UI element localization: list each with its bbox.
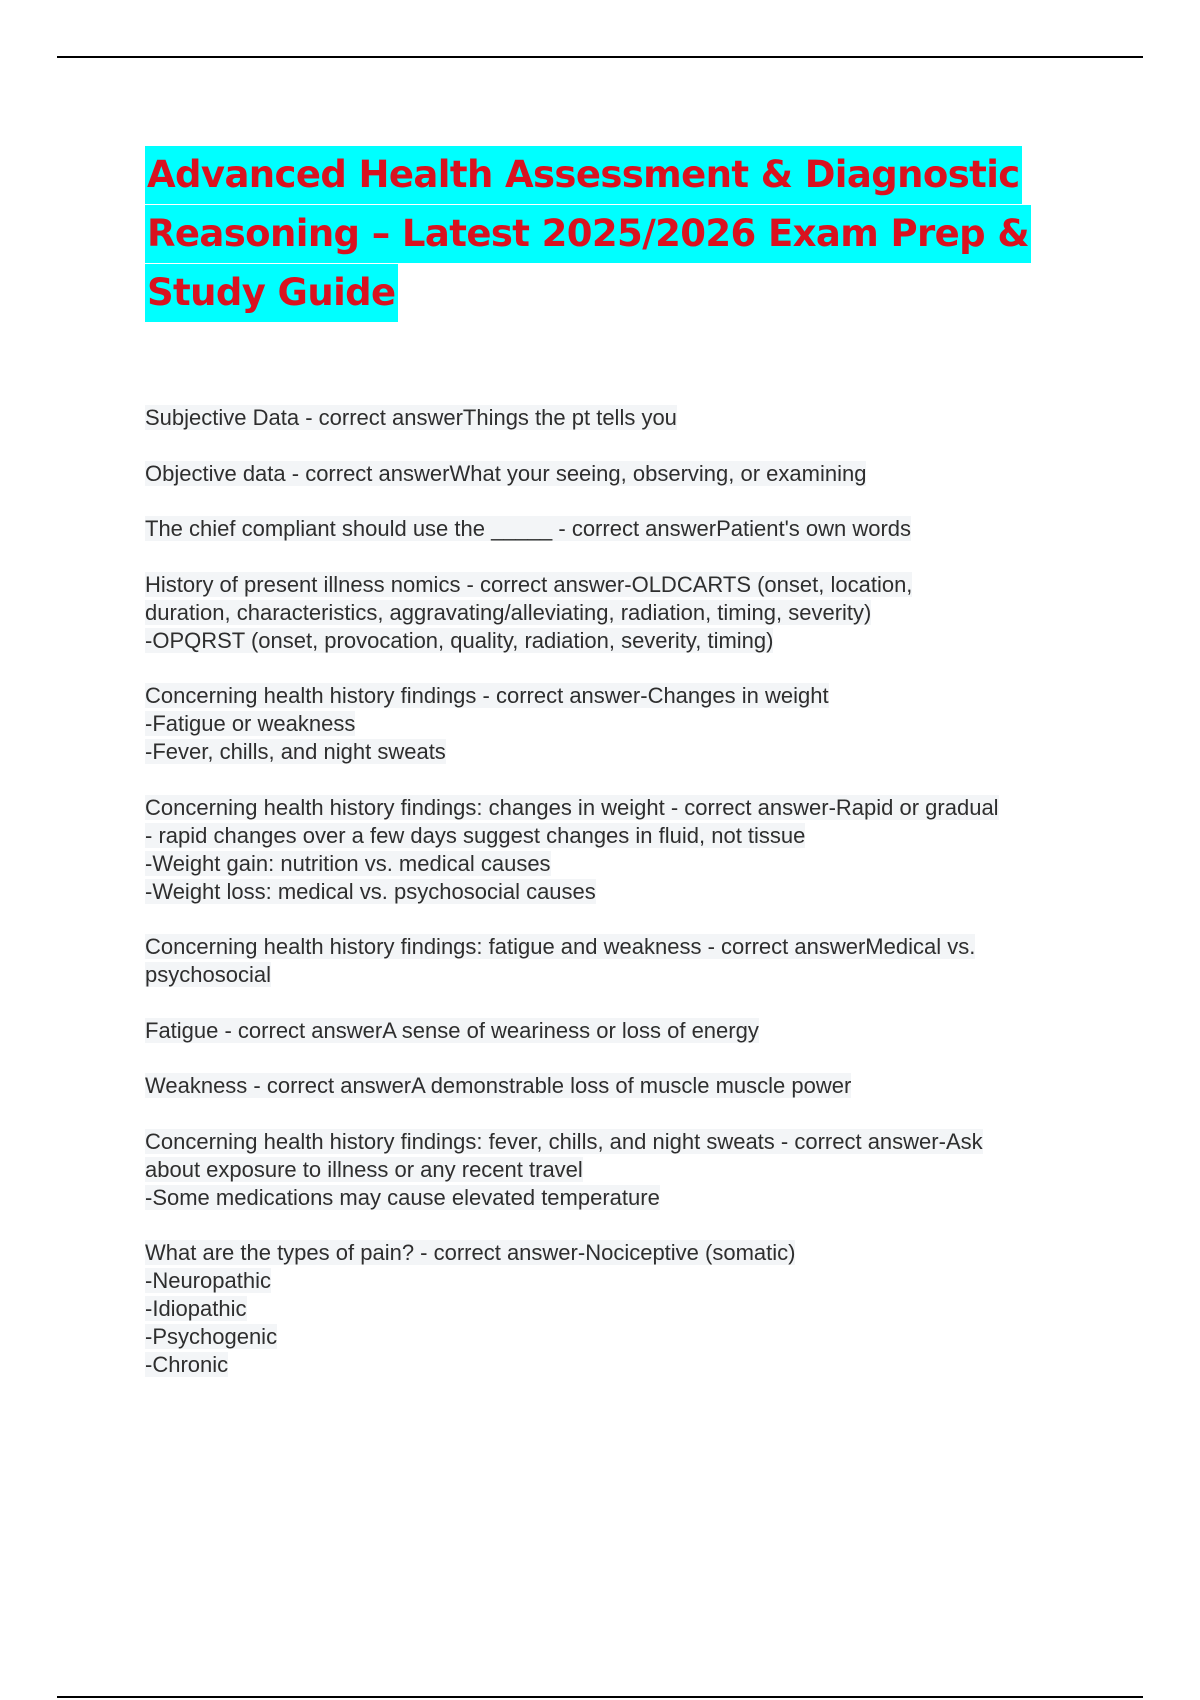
flashcard-text-line — [145, 1156, 1145, 1184]
flashcard-text: - rapid changes over a few days suggest changes in fluid, not tissue — [145, 822, 806, 848]
flashcard-item — [145, 794, 1145, 906]
flashcard-item — [145, 404, 1145, 432]
flashcard-text: Objective data - correct answerWhat your seeing, observing, or examining — [145, 460, 867, 486]
flashcard-text-line — [145, 878, 1145, 906]
flashcard-text: about exposure to illness or any recent travel — [145, 1156, 583, 1182]
flashcard-text: -OPQRST (onset, provocation, quality, radiation, severity, timing) — [145, 627, 774, 653]
flashcard-item — [145, 933, 1145, 989]
flashcard-text: What are the types of pain? - correct answer-Nociceptive (somatic) — [145, 1240, 796, 1265]
flashcard-text-line — [145, 571, 1145, 599]
document-title — [145, 146, 1045, 323]
flashcard-text: Concerning health history findings - correct answer-Changes in weight — [145, 683, 829, 708]
flashcard-text-line — [145, 460, 1145, 488]
flashcard-text: Weakness - correct answerA demonstrable loss of muscle muscle power — [145, 1073, 852, 1098]
flashcard-text-line — [145, 599, 1145, 627]
flashcard-item — [145, 515, 1145, 543]
flashcard-text: duration, characteristics, aggravating/alleviating, radiation, timing, severity) — [145, 599, 872, 625]
flashcard-text: -Chronic — [145, 1352, 229, 1377]
flashcard-text-line — [145, 1072, 1145, 1100]
flashcard-text-line — [145, 794, 1145, 822]
flashcard-text-line — [145, 404, 1145, 432]
flashcard-item — [145, 460, 1145, 488]
flashcard-item — [145, 1072, 1145, 1100]
flashcard-item — [145, 1239, 1145, 1379]
flashcard-text: -Fatigue or weakness — [145, 711, 356, 736]
flashcard-text: History of present illness nomics - correct answer-OLDCARTS (onset, location, — [145, 571, 913, 597]
bottom-rule — [57, 1696, 1143, 1698]
flashcard-text-line — [145, 1017, 1145, 1045]
flashcard-item — [145, 1017, 1145, 1045]
flashcard-text-line — [145, 738, 1145, 766]
flashcard-text-line — [145, 1295, 1145, 1323]
flashcard-text-line — [145, 682, 1145, 710]
flashcard-text-line — [145, 1351, 1145, 1379]
flashcard-text: Fatigue - correct answerA sense of weariness or loss of energy — [145, 1017, 759, 1043]
flashcard-text: Concerning health history findings: fatigue and weakness - correct answerMedical vs. — [145, 934, 976, 959]
flashcard-text-line — [145, 1323, 1145, 1351]
flashcard-text-line — [145, 822, 1145, 850]
flashcard-list — [145, 404, 1145, 1407]
flashcard-item — [145, 1128, 1145, 1212]
flashcard-text: Subjective Data - correct answerThings the pt tells you — [145, 405, 677, 430]
flashcard-text-line — [145, 850, 1145, 878]
flashcard-text-line — [145, 710, 1145, 738]
flashcard-text-line — [145, 515, 1145, 543]
flashcard-text-line — [145, 1128, 1145, 1156]
flashcard-text: -Psychogenic — [145, 1324, 278, 1349]
flashcard-text: -Weight loss: medical vs. psychosocial causes — [145, 878, 596, 904]
flashcard-text-line — [145, 1184, 1145, 1212]
flashcard-text: psychosocial — [145, 962, 271, 987]
flashcard-text-line — [145, 627, 1145, 655]
flashcard-text: -Fever, chills, and night sweats — [145, 739, 446, 764]
flashcard-text: The chief compliant should use the _____ - correct answerPatient's own words — [145, 516, 912, 541]
flashcard-text-line — [145, 961, 1145, 989]
flashcard-text: -Idiopathic — [145, 1296, 247, 1321]
flashcard-text: -Some medications may cause elevated temperature — [145, 1184, 660, 1210]
flashcard-item — [145, 682, 1145, 766]
top-rule — [57, 56, 1143, 58]
title-line-3: Study Guide — [145, 264, 398, 322]
title-line-1: Advanced Health Assessment & Diagnostic — [145, 146, 1022, 204]
flashcard-text: -Weight gain: nutrition vs. medical causes — [145, 850, 551, 876]
flashcard-text-line — [145, 1267, 1145, 1295]
title-line-2: Reasoning – Latest 2025/2026 Exam Prep & — [145, 205, 1031, 263]
flashcard-text: Concerning health history findings: changes in weight - correct answer-Rapid or gradual — [145, 794, 999, 820]
flashcard-text: -Neuropathic — [145, 1268, 271, 1293]
flashcard-text-line — [145, 1239, 1145, 1267]
flashcard-item — [145, 571, 1145, 655]
flashcard-text: Concerning health history findings: fever, chills, and night sweats - correct answer-Ask — [145, 1128, 983, 1154]
flashcard-text-line — [145, 933, 1145, 961]
